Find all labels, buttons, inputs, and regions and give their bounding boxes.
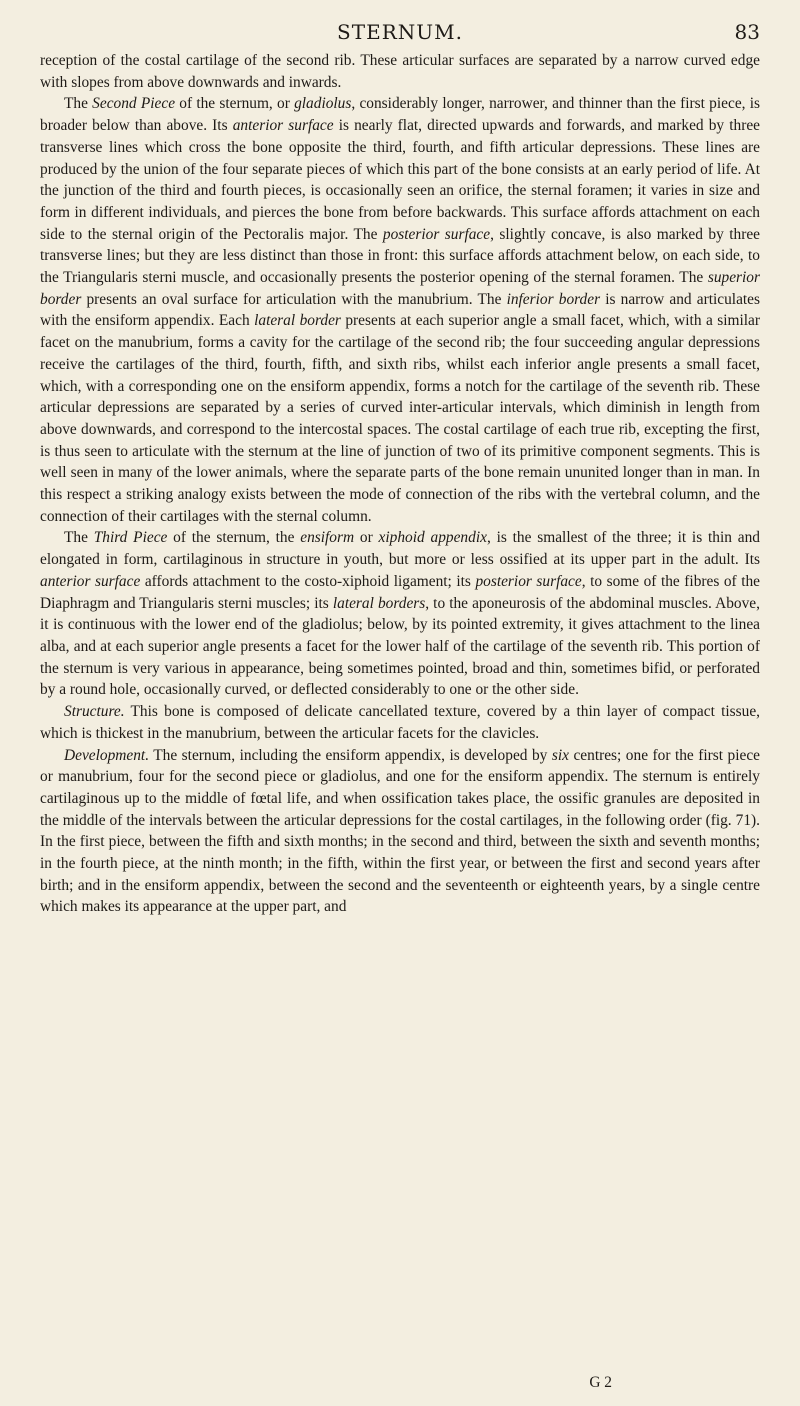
paragraph-p5 bbox=[40, 745, 760, 919]
italic-term: ensiform bbox=[300, 529, 355, 547]
italic-term: Structure. bbox=[64, 703, 125, 721]
paragraph-p2 bbox=[40, 93, 760, 527]
italic-term: lateral border bbox=[254, 312, 341, 330]
italic-term: Development. bbox=[64, 746, 150, 764]
body-text bbox=[40, 50, 760, 918]
text-run: of the sternum, the bbox=[167, 529, 301, 547]
page-number: 83 bbox=[734, 20, 760, 44]
text-run: The bbox=[64, 529, 94, 547]
italic-term: gladiolus bbox=[294, 95, 352, 113]
text-run: , to some of the fibres of the Diaphragm and Triangularis sterni muscles; its bbox=[40, 572, 761, 612]
text-run: of the sternum, or bbox=[175, 95, 295, 113]
running-title: STERNUM. bbox=[337, 20, 463, 44]
text-run: centres; one for the first piece or manubrium, four for the second piece or gladiolus, and one for the ensiform appendix. The sternum is entirely cartilaginous up to the middle of fœtal life, and when ossification takes place, the ossific granules are deposited in the middle of the intervals between the articular depressions for the costal cartilages, in the following order (fig. 71). In the first piece, between the fifth and sixth months; in the second and third, between the sixth and seventh months; in the fourth piece, at the ninth month; in the fifth, within the first year, or between the first and second years after birth; and in the ensiform appendix, between the second and the seventeenth or eighteenth years, by a single centre which makes its appearance at the upper part, and bbox=[40, 746, 760, 916]
italic-term: Second Piece bbox=[92, 95, 176, 113]
text-run: This bone is composed of delicate cancellated texture, covered by a thin layer of compact tissue, which is thickest in the manubrium, between the articular facets for the clavicles. bbox=[40, 703, 760, 742]
text-run: , slightly concave, is also marked by three transverse lines; but they are less distinct than those in front: this surface affords attachment below, on each side, to the Triangularis sterni muscle, and occasionally presents the posterior opening of the sternal foramen. The bbox=[40, 225, 760, 287]
italic-term: anterior surface bbox=[40, 572, 141, 590]
text-run: , considerably longer, narrower, and thinner than the first piece, is broader below than above. Its bbox=[40, 95, 760, 135]
text-run: is narrow and articulates with the ensiform appendix. Each bbox=[40, 290, 761, 330]
text-run: presents an oval surface for articulation with the manubrium. The bbox=[81, 290, 507, 308]
paragraph-p1 bbox=[40, 50, 760, 93]
italic-term: posterior surface bbox=[475, 572, 582, 590]
signature-mark: G 2 bbox=[589, 1374, 612, 1391]
text-run: The sternum, including the ensiform appendix, is developed by bbox=[149, 746, 552, 764]
text-run: affords attachment to the costo-xiphoid ligament; its bbox=[140, 572, 476, 590]
text-run: , to the aponeurosis of the abdominal muscles. Above, it is continuous with the lower end of the gladiolus; below, by its pointed extremity, it gives attachment to the linea alba, and at each superior angle presents a facet for the lower half of the cartilage of the seventh rib. This portion of the sternum is very various in appearance, being sometimes pointed, broad and thin, sometimes bifid, or perforated by a round hole, occasionally curved, or deflected considerably to one or the other side. bbox=[40, 594, 760, 699]
italic-term: anterior surface bbox=[232, 117, 334, 135]
italic-term: posterior surface bbox=[382, 225, 491, 243]
text-run: or bbox=[354, 529, 379, 547]
running-header bbox=[40, 6, 760, 50]
text-run: The bbox=[64, 95, 93, 113]
italic-term: lateral borders bbox=[332, 594, 426, 612]
text-run: reception of the costal cartilage of the second rib. These articular surfaces are separated by a narrow curved edge with slopes from above downwards and inwards. bbox=[40, 52, 760, 91]
italic-term: superior border bbox=[40, 269, 760, 308]
text-run: is nearly flat, directed upwards and forwards, and marked by three transverse lines which cross the bone opposite the third, fourth, and fifth articular depressions. These lines are produced by the union of the four separate pieces of which this part of the bone consists at an early period of life. At the junction of the third and fourth pieces, is occasionally seen an orifice, the sternal foramen; it varies in size and form in different individuals, and pierces the bone from before backwards. This surface affords attachment on each side to the sternal origin of the Pectoralis major. The bbox=[40, 117, 760, 243]
italic-term: six bbox=[551, 746, 569, 764]
italic-term: Third Piece bbox=[93, 529, 168, 547]
italic-term: xiphoid appendix bbox=[378, 529, 487, 547]
text-run: presents at each superior angle a small facet, which, with a similar facet on the manubrium, forms a cavity for the cartilage of the second rib; the four succeeding angular depressions receive the cartilages of the third, fourth, fifth, and sixth ribs, whilst each inferior angle presents a small facet, which, with a corresponding one on the ensiform appendix, forms a notch for the cartilage of the seventh rib. These articular depressions are separated by a series of curved inter-articular intervals, which diminish in length from above downwards, and correspond to the intercostal spaces. The costal cartilage of each true rib, excepting the first, is thus seen to articulate with the sternum at the line of junction of two of its primitive component segments. This is well seen in many of the lower animals, where the separate parts of the bone remain ununited longer than in man. In this respect a striking analogy exists between the mode of connection of the ribs with the vertebral column, and the connection of their cartilages with the sternal column. bbox=[40, 312, 760, 525]
text-run: , is the smallest of the three; it is thin and elongated in form, cartilaginous in structure in youth, but more or less ossified at its upper part in the adult. Its bbox=[40, 529, 760, 569]
paragraph-p4 bbox=[40, 701, 760, 744]
paragraph-p3 bbox=[40, 527, 760, 701]
book-page bbox=[0, 6, 800, 1406]
italic-term: inferior border bbox=[506, 290, 601, 308]
